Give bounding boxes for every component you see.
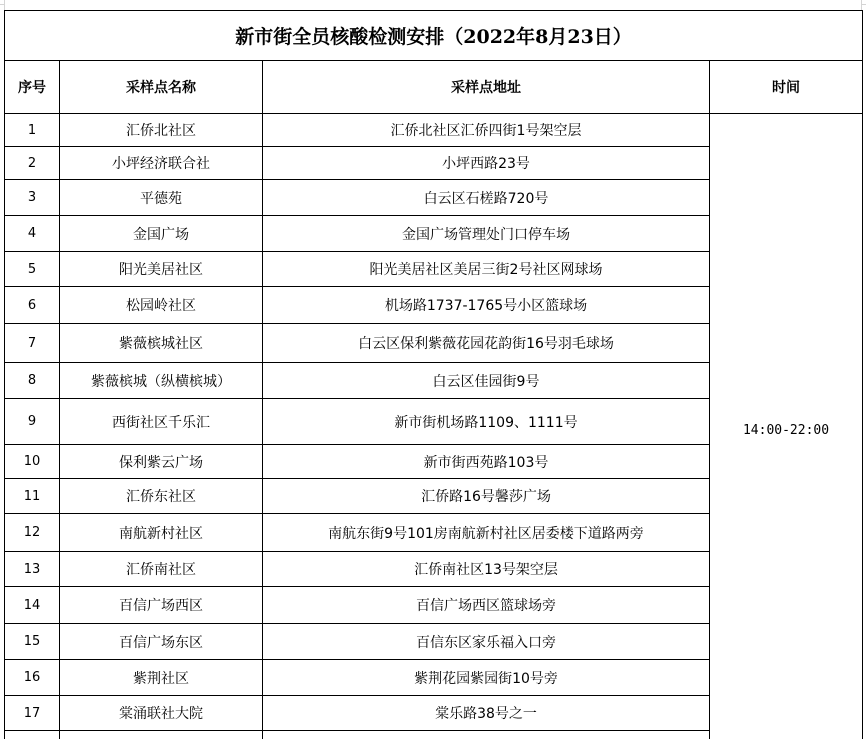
cell-site-address[interactable]: 棠乐路38号之一 (263, 696, 710, 731)
cell-site-name[interactable]: 松园岭社区 (60, 287, 263, 324)
cell-site-name[interactable]: 百信广场西区 (60, 587, 263, 624)
cell-index[interactable]: 12 (5, 514, 60, 552)
cell-site-name[interactable]: 汇侨北社区 (60, 114, 263, 147)
cell-site-name[interactable]: 西街社区千乐汇 (60, 399, 263, 445)
cell-site-address[interactable]: 南航东街9号101房南航新村社区居委楼下道路两旁 (263, 514, 710, 552)
cell-site-name[interactable]: 紫薇槟城社区 (60, 324, 263, 363)
cell-site-address[interactable]: 白云区佳园街9号 (263, 363, 710, 399)
empty-cell[interactable] (263, 731, 710, 739)
table-row (5, 114, 863, 147)
cell-site-name[interactable]: 百信广场东区 (60, 624, 263, 660)
header-site-address[interactable]: 采样点地址 (263, 61, 710, 114)
cell-site-name[interactable]: 南航新村社区 (60, 514, 263, 552)
cell-index[interactable]: 6 (5, 287, 60, 324)
cell-site-name[interactable]: 平德苑 (60, 180, 263, 216)
cell-index[interactable]: 14 (5, 587, 60, 624)
cell-index[interactable]: 9 (5, 399, 60, 445)
cell-site-name[interactable]: 紫荆社区 (60, 660, 263, 696)
cell-index[interactable]: 13 (5, 552, 60, 587)
cell-site-address[interactable]: 新市街西苑路103号 (263, 445, 710, 479)
cell-site-name[interactable]: 汇侨东社区 (60, 479, 263, 514)
testing-schedule-table (4, 10, 863, 739)
cell-site-name[interactable]: 汇侨南社区 (60, 552, 263, 587)
cell-site-address[interactable]: 汇侨南社区13号架空层 (263, 552, 710, 587)
cell-site-address[interactable]: 百信东区家乐福入口旁 (263, 624, 710, 660)
cell-site-name[interactable]: 棠涌联社大院 (60, 696, 263, 731)
grid-line (0, 4, 4, 5)
cell-site-address[interactable]: 机场路1737-1765号小区篮球场 (263, 287, 710, 324)
cell-site-name[interactable]: 小坪经济联合社 (60, 147, 263, 180)
cell-index[interactable]: 2 (5, 147, 60, 180)
header-index[interactable]: 序号 (5, 61, 60, 114)
cell-index[interactable]: 8 (5, 363, 60, 399)
cell-index[interactable]: 7 (5, 324, 60, 363)
cell-index[interactable]: 10 (5, 445, 60, 479)
cell-site-address[interactable]: 紫荆花园紫园街10号旁 (263, 660, 710, 696)
header-site-name[interactable]: 采样点名称 (60, 61, 263, 114)
cell-index[interactable]: 5 (5, 252, 60, 287)
empty-cell[interactable] (60, 731, 263, 739)
cell-site-address[interactable]: 金国广场管理处门口停车场 (263, 216, 710, 252)
cell-site-name[interactable]: 保利紫云广场 (60, 445, 263, 479)
grid-line (862, 4, 866, 5)
table-title[interactable]: 新市街全员核酸检测安排（2022年8月23日） (5, 11, 863, 61)
cell-index[interactable]: 17 (5, 696, 60, 731)
empty-cell[interactable] (5, 731, 60, 739)
cell-site-address[interactable]: 汇侨路16号馨莎广场 (263, 479, 710, 514)
cell-site-address[interactable]: 白云区石槎路720号 (263, 180, 710, 216)
cell-site-address[interactable]: 汇侨北社区汇侨四街1号架空层 (263, 114, 710, 147)
cell-site-name[interactable]: 阳光美居社区 (60, 252, 263, 287)
cell-site-address[interactable]: 小坪西路23号 (263, 147, 710, 180)
cell-site-address[interactable]: 新市街机场路1109、1111号 (263, 399, 710, 445)
cell-index[interactable]: 1 (5, 114, 60, 147)
grid-line (4, 0, 5, 10)
header-time[interactable]: 时间 (710, 61, 863, 114)
grid-line (861, 0, 862, 10)
cell-time[interactable]: 14:00-22:00 (710, 114, 863, 739)
cell-site-name[interactable]: 金国广场 (60, 216, 263, 252)
cell-index[interactable]: 15 (5, 624, 60, 660)
cell-site-address[interactable]: 阳光美居社区美居三街2号社区网球场 (263, 252, 710, 287)
cell-site-address[interactable]: 白云区保利紫薇花园花韵街16号羽毛球场 (263, 324, 710, 363)
cell-index[interactable]: 4 (5, 216, 60, 252)
cell-index[interactable]: 16 (5, 660, 60, 696)
cell-index[interactable]: 11 (5, 479, 60, 514)
cell-index[interactable]: 3 (5, 180, 60, 216)
cell-site-address[interactable]: 百信广场西区篮球场旁 (263, 587, 710, 624)
cell-site-name[interactable]: 紫薇槟城（纵横槟城） (60, 363, 263, 399)
